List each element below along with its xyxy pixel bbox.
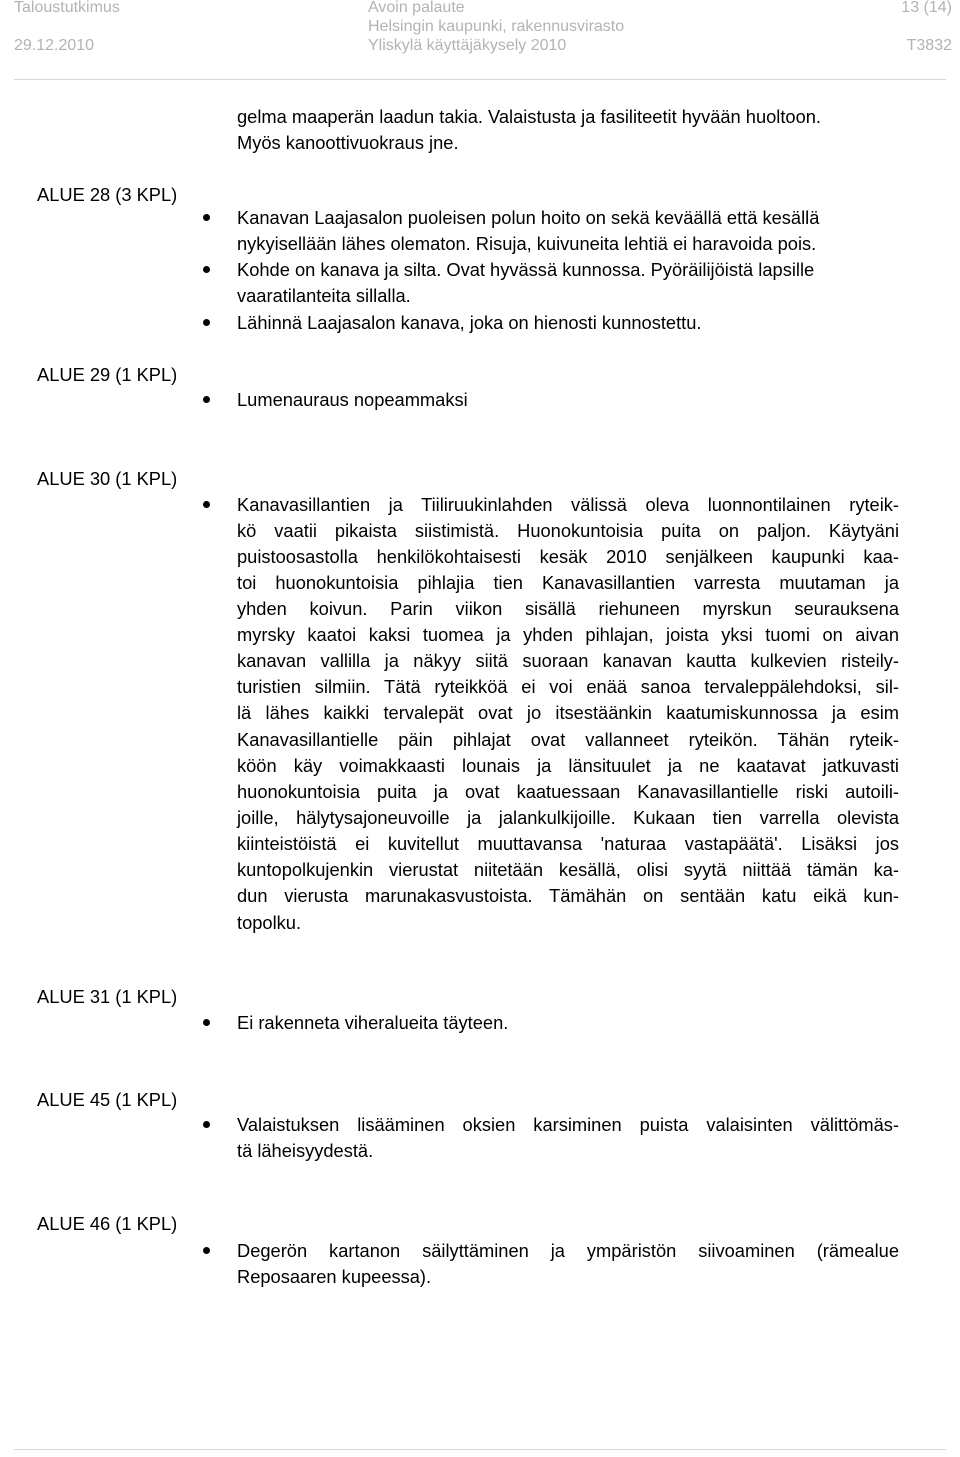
- header-date: 29.12.2010: [14, 37, 95, 54]
- comment-line: vaaratilanteita sillalla.: [237, 285, 411, 306]
- section-label: ALUE 28 (3 KPL): [37, 184, 178, 205]
- bullet-icon: [203, 396, 210, 403]
- comment-line: lä lähes kaikki tervalepät ovat jo itsestäänkin kaatumiskunnossa ja esim: [237, 702, 899, 723]
- comment-line: dun vierusta marunakasvustoista. Tämähän on sentään katu eikä kun-: [237, 885, 899, 906]
- comment-line: Valaistuksen lisääminen oksien karsiminen puista valaisinten välittömäs-: [237, 1114, 899, 1135]
- bullet-icon: [203, 214, 210, 221]
- comment-line: Lähinnä Laajasalon kanava, joka on hienosti kunnostettu.: [237, 312, 702, 333]
- comment-line: turistien silmiin. Tätä ryteikköä ei voi enää sanoa tervaleppälehdoksi, sil-: [237, 676, 899, 697]
- header-divider: [14, 79, 946, 80]
- bullet-icon: [203, 1121, 210, 1128]
- header-code: T3832: [906, 37, 952, 54]
- bullet-icon: [203, 501, 210, 508]
- comment-line: huonokuntoisia puita ja ovat kaatuessaan Kanavasillantielle riski autoili-: [237, 781, 899, 802]
- footer-divider: [14, 1449, 946, 1450]
- comment-line: Kanavan Laajasalon puoleisen polun hoito on sekä keväällä että kesällä: [237, 207, 820, 228]
- intro-line: gelma maaperän laadun takia. Valaistusta ja fasiliteetit hyvään huoltoon.: [237, 106, 822, 127]
- comment-line: kuntopolkujenkin vierustat niitetään kesällä, olisi syytä niittää tämän ka-: [237, 859, 899, 880]
- comment-line: kanavan vallilla ja näkyy siitä suoraan kanavan kautta kulkevien risteily-: [237, 650, 899, 671]
- comment-line: topolku.: [237, 912, 302, 933]
- comment-line: Kohde on kanava ja silta. Ovat hyvässä kunnossa. Pyöräilijöistä lapsille: [237, 259, 815, 280]
- comment-line: Kanavasillantielle päin pihlajat ovat vallanneet ryteikön. Tähän ryteik-: [237, 729, 899, 750]
- section-label: ALUE 46 (1 KPL): [37, 1213, 178, 1234]
- comment-line: puistoosastolla henkilökohtaisesti kesäk 2010 senjälkeen kaupunki kaa-: [237, 546, 899, 567]
- comment-line: köön käy voimakkaasti lounais ja länsituulet ja ne kaatavat jatkuvasti: [237, 755, 899, 776]
- bullet-icon: [203, 1019, 210, 1026]
- section-label: ALUE 30 (1 KPL): [37, 468, 178, 489]
- header-survey: Yliskylä käyttäjäkysely 2010: [368, 37, 567, 54]
- comment-line: Reposaaren kupeessa).: [237, 1266, 432, 1287]
- header-page-number: 13 (14): [901, 0, 952, 16]
- header-client: Helsingin kaupunki, rakennusvirasto: [368, 18, 625, 35]
- comment-line: kö vaatii pikaista siistimistä. Huonokuntoisia puita on paljon. Käytyäni: [237, 520, 899, 541]
- comment-line: nykyisellään lähes olematon. Risuja, kuivuneita lehtiä ei haravoida pois.: [237, 233, 817, 254]
- comment-line: Lumenauraus nopeammaksi: [237, 389, 468, 410]
- comment-line: yhden koivun. Parin viikon sisällä riehuneen myrskun seurauksena: [237, 598, 899, 619]
- section-label: ALUE 31 (1 KPL): [37, 986, 178, 1007]
- intro-line: Myös kanoottivuokraus jne.: [237, 132, 459, 153]
- section-label: ALUE 29 (1 KPL): [37, 364, 178, 385]
- bullet-icon: [203, 266, 210, 273]
- bullet-icon: [203, 1247, 210, 1254]
- comment-line: toi huonokuntoisia pihlajia tien Kanavasillantien varresta muutaman ja: [237, 572, 899, 593]
- comment-line: myrsky kaatoi kaksi tuomea ja yhden pihlajan, joista yksi tuomi on aivan: [237, 624, 899, 645]
- comment-line: tä läheisyydestä.: [237, 1140, 374, 1161]
- comment-line: Ei rakenneta viheralueita täyteen.: [237, 1012, 509, 1033]
- comment-line: Kanavasillantien ja Tiiliruukinlahden välissä oleva luonnontilainen ryteik-: [237, 494, 899, 515]
- comment-line: joille, hälytysajoneuvoille ja jalankulkijoille. Kukaan tien varrella olevista: [237, 807, 899, 828]
- header-title: Avoin palaute: [368, 0, 465, 16]
- comment-line: kiinteistöistä ei kuvitellut muuttavansa 'naturaa vastapäätä'. Lisäksi jos: [237, 833, 899, 854]
- section-label: ALUE 45 (1 KPL): [37, 1089, 178, 1110]
- header-org: Taloustutkimus: [14, 0, 120, 16]
- bullet-icon: [203, 319, 210, 326]
- comment-line: Degerön kartanon säilyttäminen ja ympäristön siivoaminen (rämealue: [237, 1240, 899, 1261]
